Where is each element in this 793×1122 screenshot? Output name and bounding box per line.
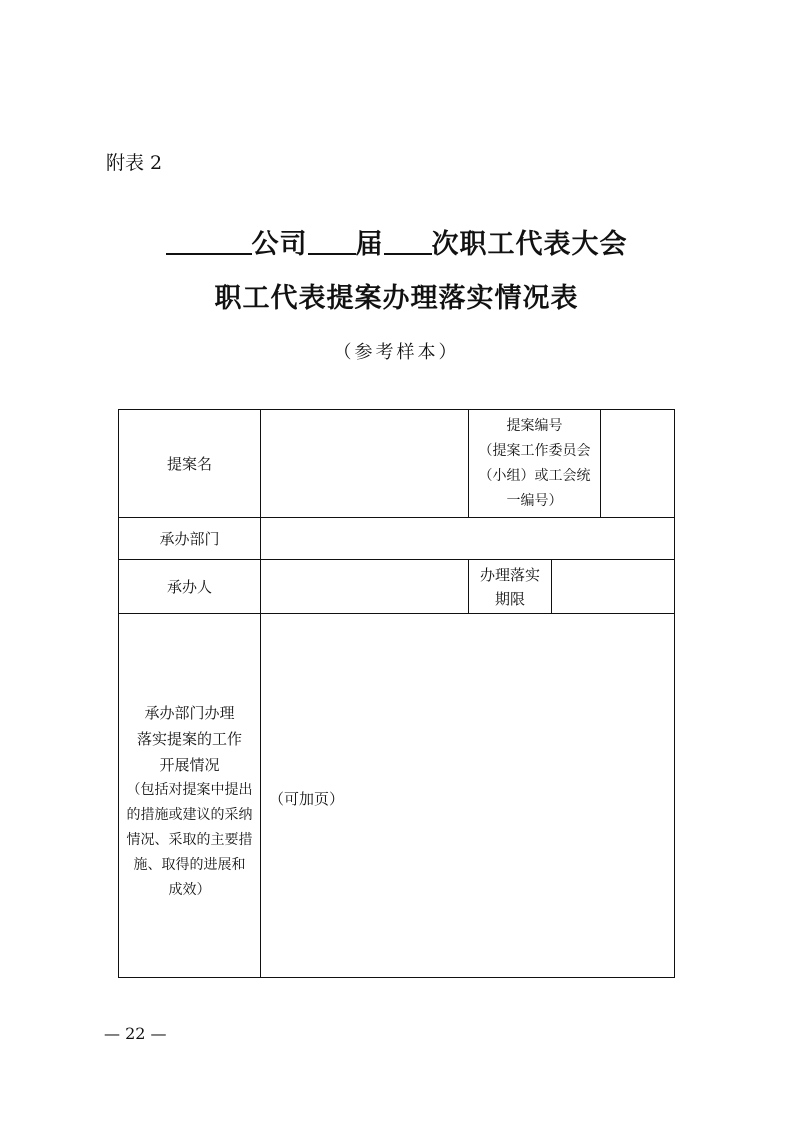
dept-label: 承办部门 <box>159 529 220 548</box>
work-note-4: 施、取得的进展和 <box>133 857 246 873</box>
deadline-label-1: 办理落实 <box>479 565 540 584</box>
work-note-5: 成效） <box>168 882 211 898</box>
table-border-bottom <box>118 977 675 978</box>
deadline-label-cell <box>469 560 551 613</box>
title-part-company: 公司 <box>251 229 308 260</box>
work-value-cell <box>261 614 674 977</box>
work-label-cell <box>119 614 260 977</box>
handler-value <box>261 560 468 613</box>
work-label-1: 承办部门办理 <box>144 704 235 722</box>
proposal-number-label: 提案编号 <box>506 417 563 434</box>
work-label-2: 落实提案的工作 <box>136 730 242 748</box>
attachment-label: 附表 2 <box>106 152 163 174</box>
work-value-text: （可加页） <box>269 790 345 808</box>
work-note-1: （包括对提案中提出 <box>126 782 253 798</box>
proposal-name-label: 提案名 <box>166 454 212 473</box>
proposal-number-note-3: 一编号） <box>506 492 563 509</box>
proposal-table <box>118 409 675 978</box>
work-note-2: 的措施或建议的采纳 <box>126 807 253 823</box>
title-part-session: 届 <box>355 229 384 260</box>
proposal-number-note-2: （小组）或工会统 <box>478 467 591 484</box>
blank-meeting <box>384 229 432 255</box>
dept-value <box>261 518 674 559</box>
page-number: — 22 — <box>104 1024 167 1043</box>
blank-company <box>166 229 252 255</box>
subtitle: （参考样本） <box>333 342 460 363</box>
title-part-meeting: 次职工代表大会 <box>431 229 628 260</box>
proposal-name-value <box>261 410 468 517</box>
handler-label: 承办人 <box>166 577 212 596</box>
blank-session <box>308 229 356 255</box>
deadline-value <box>552 560 674 613</box>
work-note-3: 情况、采取的主要措 <box>126 832 253 848</box>
table-border-right <box>674 409 675 978</box>
title-line-2: 职工代表提案办理落实情况表 <box>214 283 579 314</box>
proposal-number-value <box>601 410 674 517</box>
work-label-3: 开展情况 <box>159 756 220 774</box>
proposal-number-label-cell <box>469 410 600 517</box>
title-line-1 <box>0 222 793 261</box>
proposal-number-note-1: （提案工作委员会 <box>478 442 591 459</box>
deadline-label-2: 期限 <box>494 589 525 608</box>
